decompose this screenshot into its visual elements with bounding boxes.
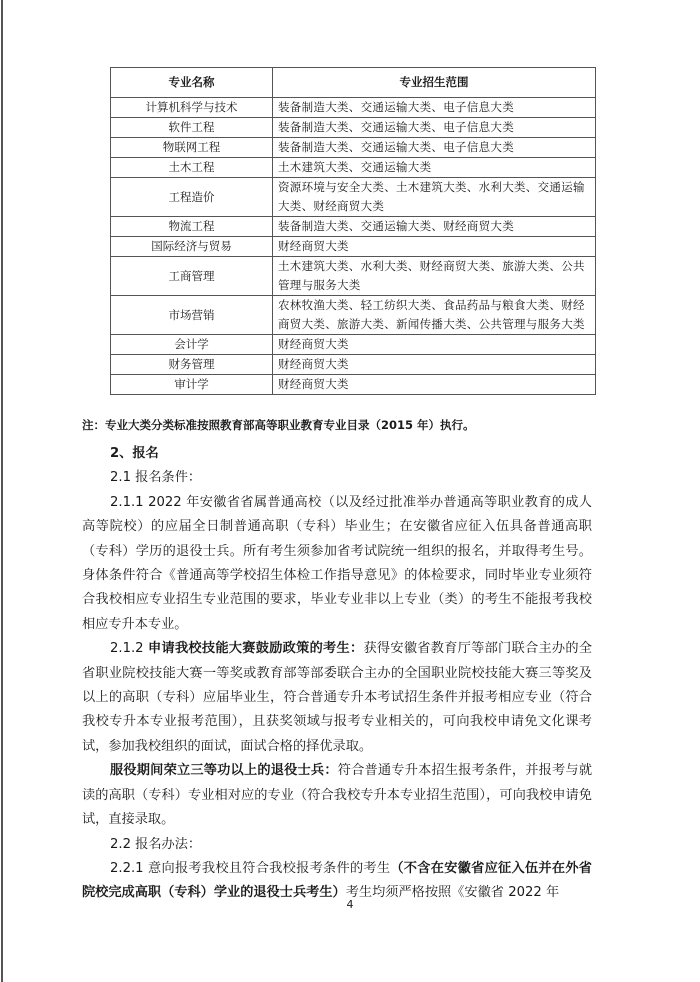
major-name-cell: 会计学 — [111, 335, 273, 355]
paragraph-2-1-2-number: 2.1.2 — [110, 641, 149, 657]
section-2-2-title: 2.2 报名办法： — [110, 836, 202, 852]
table-row — [111, 138, 596, 158]
enrollment-scope-cell: 装备制造大类、交通运输大类、电子信息大类 — [273, 138, 596, 158]
table-row — [111, 355, 596, 375]
major-name-cell: 物联网工程 — [111, 138, 273, 158]
table-row — [111, 375, 596, 395]
header-major-name: 专业名称 — [111, 68, 273, 98]
table-row — [111, 257, 596, 296]
table-row — [111, 158, 596, 178]
major-name-cell: 财务管理 — [111, 355, 273, 375]
table-row — [111, 335, 596, 355]
enrollment-scope-cell: 土木建筑大类、水利大类、财经商贸大类、旅游大类、公共管理与服务大类 — [273, 257, 596, 296]
header-enrollment-scope: 专业招生范围 — [273, 68, 596, 98]
page-edge-rule — [1, 0, 3, 982]
major-name-cell: 软件工程 — [111, 118, 273, 138]
table-row — [111, 237, 596, 257]
enrollment-scope-cell: 财经商贸大类 — [273, 355, 596, 375]
table-row — [111, 296, 596, 335]
enrollment-scope-cell: 装备制造大类、交通运输大类、电子信息大类 — [273, 118, 596, 138]
major-name-cell: 计算机科学与技术 — [111, 98, 273, 118]
table-row — [111, 118, 596, 138]
enrollment-scope-cell: 财经商贸大类 — [273, 335, 596, 355]
majors-scope-table — [110, 67, 596, 395]
section-2-title: 2、报名 — [110, 446, 159, 461]
paragraph-2-1-1: 2.1.1 2022 年安徽省省属普通高校（以及经过批准举办普通高等职业教育的成人高等院校）的应届全日制普通高职（专科）毕业生；在安徽省应征入伍具备普通高职（专科）学历的退役士兵。所有考生须参加省考试院统一组织的报名，并取得考生号。身体条件符合《普通高等学校招生体检工作指导意见》的体检要求，同时毕业专业须符合我校相应专业招生专业范围的要求，毕业专业非以上专业（类）的考生不能报考我校相应专升本专业。 — [82, 494, 592, 632]
section-2-1-title: 2.1 报名条件： — [110, 470, 202, 486]
major-name-cell: 物流工程 — [111, 217, 273, 237]
paragraph-veteran-heading: 服役期间荣立三等功以上的退役士兵： — [110, 763, 338, 779]
paragraph-veteran-text: 符合普通专升本招生报考条件，并报考与就读的高职（专科）专业相对应的专业（符合我校专升本专业招生范围），可向我校申请免试，直接录取。 — [82, 763, 593, 828]
enrollment-scope-cell: 财经商贸大类 — [273, 375, 596, 395]
enrollment-scope-cell: 土木建筑大类、交通运输大类 — [273, 158, 596, 178]
table-header-row — [111, 68, 596, 98]
major-name-cell: 国际经济与贸易 — [111, 237, 273, 257]
paragraph-2-1-2 — [82, 637, 592, 759]
paragraph-2-2-1-tail: 考生均须严格按照《安徽省 2022 年 — [345, 885, 560, 901]
table-note: 注：专业大类分类标准按照教育部高等职业教育专业目录（2015 年）执行。 — [82, 418, 475, 432]
enrollment-scope-cell: 财经商贸大类 — [273, 237, 596, 257]
major-name-cell: 工程造价 — [111, 178, 273, 217]
table-row — [111, 98, 596, 118]
table-row — [111, 217, 596, 237]
paragraph-2-2-1-text: 2.2.1 意向报考我校且符合我校报考条件的考生 — [110, 860, 391, 876]
paragraph-2-1-2-heading: 申请我校技能大赛鼓励政策的考生： — [148, 641, 364, 657]
enrollment-scope-cell: 装备制造大类、交通运输大类、电子信息大类 — [273, 98, 596, 118]
major-name-cell: 土木工程 — [111, 158, 273, 178]
paragraph-2-1-2-text: 获得安徽省教育厅等部门联合主办的全省职业院校技能大赛一等奖或教育部等部委联合主办的全国职业院校技能大赛三等奖及以上的高职（专科）应届毕业生，符合普通专升本考试招生条件并报考相应专业（符合我校专升本专业报考范围），且获奖领域与报考专业相关的，可向我校申请免文化课考试，参加我校组织的面试，面试合格的择优录取。 — [82, 641, 593, 754]
enrollment-scope-cell: 农林牧渔大类、轻工纺织大类、食品药品与粮食大类、财经商贸大类、旅游大类、新闻传播大类、公共管理与服务大类 — [273, 296, 596, 335]
page-number: 4 — [346, 898, 354, 911]
paragraph-veteran — [82, 759, 592, 832]
major-name-cell: 审计学 — [111, 375, 273, 395]
section-2 — [82, 442, 592, 906]
table-row — [111, 178, 596, 217]
major-name-cell: 市场营销 — [111, 296, 273, 335]
enrollment-scope-cell: 资源环境与安全大类、土木建筑大类、水利大类、交通运输大类、财经商贸大类 — [273, 178, 596, 217]
enrollment-scope-cell: 装备制造大类、交通运输大类、财经商贸大类 — [273, 217, 596, 237]
paragraph-2-2-1-bold: （不含在安徽省应征入伍并在外省院校完成高职（专科）学业的退役士兵考生） — [82, 860, 592, 901]
major-name-cell: 工商管理 — [111, 257, 273, 296]
